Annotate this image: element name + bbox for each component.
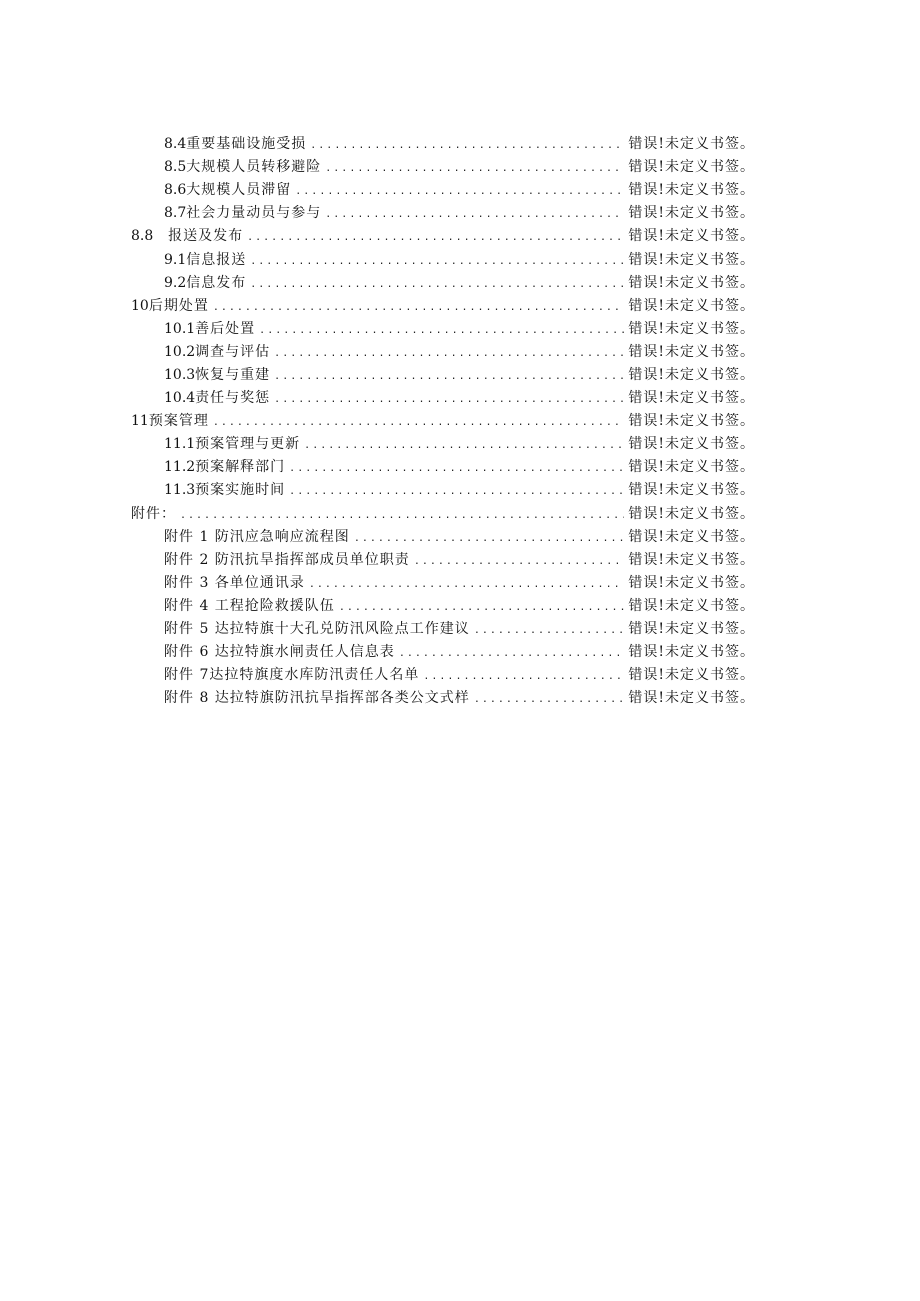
toc-page-ref: 错误!未定义书签。 bbox=[628, 413, 755, 429]
toc-entry[interactable] bbox=[164, 664, 755, 686]
toc-entry[interactable] bbox=[131, 225, 755, 247]
dot-leader bbox=[310, 140, 624, 151]
toc-entry-title: 附件 1 防汛应急响应流程图 bbox=[164, 529, 350, 545]
toc-page-ref: 错误!未定义书签。 bbox=[628, 252, 755, 268]
dot-leader bbox=[274, 394, 624, 405]
toc-entry-number: 10.2 bbox=[164, 344, 196, 360]
toc-entry-title: 附件 6 达拉特旗水闸责任人信息表 bbox=[164, 644, 395, 660]
dot-leader bbox=[325, 163, 624, 174]
toc-entry[interactable] bbox=[164, 456, 755, 478]
toc-entry[interactable] bbox=[164, 641, 755, 663]
dot-leader bbox=[259, 325, 624, 336]
toc-entry-title: 信息报送 bbox=[186, 252, 247, 268]
toc-page-ref: 错误!未定义书签。 bbox=[628, 136, 755, 152]
dot-leader bbox=[423, 671, 624, 682]
toc-entry-title: 恢复与重建 bbox=[195, 367, 271, 383]
toc-entry[interactable] bbox=[164, 364, 755, 386]
toc-entry-number: 10 bbox=[131, 298, 149, 314]
toc-entry-number: 8.7 bbox=[164, 205, 187, 221]
toc-entry-number: 8.8 bbox=[131, 228, 154, 244]
toc-entry-number: 9.2 bbox=[164, 275, 187, 291]
toc-entry-number: 8.4 bbox=[164, 136, 187, 152]
toc-page-ref: 错误!未定义书签。 bbox=[628, 529, 755, 545]
toc-page-ref: 错误!未定义书签。 bbox=[628, 321, 755, 337]
toc-entry[interactable] bbox=[164, 272, 755, 294]
dot-leader bbox=[295, 186, 624, 197]
toc-entry[interactable] bbox=[164, 156, 755, 178]
dot-leader bbox=[250, 256, 624, 267]
toc-page-ref: 错误!未定义书签。 bbox=[628, 621, 755, 637]
toc-page-ref: 错误!未定义书签。 bbox=[628, 482, 755, 498]
dot-leader bbox=[213, 417, 625, 428]
toc-entry[interactable] bbox=[164, 687, 755, 709]
dot-leader bbox=[289, 486, 624, 497]
toc-entry[interactable] bbox=[164, 433, 755, 455]
dot-leader bbox=[474, 694, 625, 705]
toc-entry-number: 8.6 bbox=[164, 182, 187, 198]
dot-leader bbox=[354, 533, 625, 544]
toc-page-ref: 错误!未定义书签。 bbox=[628, 228, 755, 244]
dot-leader bbox=[213, 302, 625, 313]
toc-entry[interactable] bbox=[164, 572, 755, 594]
toc-entry-title: 大规模人员转移避险 bbox=[186, 159, 322, 175]
toc-entry[interactable] bbox=[164, 387, 755, 409]
toc-entry[interactable] bbox=[164, 249, 755, 271]
toc-entry-title: 附件： bbox=[131, 506, 176, 522]
toc-entry-title: 预案管理与更新 bbox=[195, 436, 301, 452]
toc-entry-number: 10.1 bbox=[164, 321, 196, 337]
toc-entry[interactable] bbox=[164, 526, 755, 548]
toc-page-ref: 错误!未定义书签。 bbox=[628, 644, 755, 660]
dot-leader bbox=[309, 579, 625, 590]
toc-page-ref: 错误!未定义书签。 bbox=[628, 552, 755, 568]
toc-page-ref: 错误!未定义书签。 bbox=[628, 575, 755, 591]
toc-entry-number: 11.1 bbox=[164, 436, 196, 452]
toc-entry-title: 附件 2 防汛抗旱指挥部成员单位职责 bbox=[164, 552, 410, 568]
toc-page-ref: 错误!未定义书签。 bbox=[628, 298, 755, 314]
toc-entry[interactable] bbox=[164, 318, 755, 340]
toc-entry[interactable] bbox=[164, 618, 755, 640]
dot-leader bbox=[289, 463, 624, 474]
toc-page-ref: 错误!未定义书签。 bbox=[628, 436, 755, 452]
toc-entry-number: 9.1 bbox=[164, 252, 187, 268]
dot-leader bbox=[414, 556, 625, 567]
toc-entry-title: 附件 4 工程抢险救援队伍 bbox=[164, 598, 335, 614]
toc-entry-number: 10.3 bbox=[164, 367, 196, 383]
toc-entry-title: 预案管理 bbox=[148, 413, 209, 429]
toc-entry-number: 11.3 bbox=[164, 482, 196, 498]
toc-page-ref: 错误!未定义书签。 bbox=[628, 690, 755, 706]
toc-entry[interactable] bbox=[131, 410, 755, 432]
toc-entry[interactable] bbox=[131, 295, 755, 317]
toc-entry-title: 调查与评估 bbox=[195, 344, 271, 360]
toc-entry-number: 11 bbox=[131, 413, 149, 429]
dot-leader bbox=[339, 602, 625, 613]
toc-page-ref: 错误!未定义书签。 bbox=[628, 182, 755, 198]
toc-entry-title: 附件 3 各单位通讯录 bbox=[164, 575, 305, 591]
toc-entry-title: 后期处置 bbox=[148, 298, 209, 314]
dot-leader bbox=[474, 625, 625, 636]
toc-entry-number: 8.5 bbox=[164, 159, 187, 175]
toc-entry[interactable] bbox=[164, 595, 755, 617]
toc-entry-title: 善后处置 bbox=[195, 321, 256, 337]
toc-entry[interactable] bbox=[164, 202, 755, 224]
toc-entry-title: 预案实施时间 bbox=[195, 482, 286, 498]
toc-page-ref: 错误!未定义书签。 bbox=[628, 367, 755, 383]
toc-entry[interactable] bbox=[164, 341, 755, 363]
toc-entry-number: 11.2 bbox=[164, 459, 196, 475]
toc-entry-title: 附件 5 达拉特旗十大孔兑防汛风险点工作建议 bbox=[164, 621, 470, 637]
toc-page-ref: 错误!未定义书签。 bbox=[628, 275, 755, 291]
toc-page-ref: 错误!未定义书签。 bbox=[628, 598, 755, 614]
toc-entry-number: 10.4 bbox=[164, 390, 196, 406]
toc-entry-title: 社会力量动员与参与 bbox=[186, 205, 322, 221]
toc-entry[interactable] bbox=[164, 133, 755, 155]
toc-entry-title: 报送及发布 bbox=[168, 228, 244, 244]
toc-entry-title: 预案解释部门 bbox=[195, 459, 286, 475]
toc-entry[interactable] bbox=[131, 503, 755, 525]
toc-entry-title: 重要基础设施受损 bbox=[186, 136, 307, 152]
toc-page-ref: 错误!未定义书签。 bbox=[628, 390, 755, 406]
dot-leader bbox=[325, 209, 624, 220]
toc-entry[interactable] bbox=[164, 179, 755, 201]
dot-leader bbox=[247, 232, 624, 243]
dot-leader bbox=[180, 510, 624, 521]
toc-entry-title: 责任与奖惩 bbox=[195, 390, 271, 406]
toc-entry-title: 大规模人员滞留 bbox=[186, 182, 292, 198]
toc-entry-title: 附件 7达拉特旗度水库防汛责任人名单 bbox=[164, 667, 420, 683]
toc-entry-title: 信息发布 bbox=[186, 275, 247, 291]
dot-leader bbox=[399, 648, 625, 659]
dot-leader bbox=[304, 440, 624, 451]
toc-page-ref: 错误!未定义书签。 bbox=[628, 159, 755, 175]
toc-page-ref: 错误!未定义书签。 bbox=[628, 667, 755, 683]
dot-leader bbox=[250, 279, 624, 290]
dot-leader bbox=[274, 371, 624, 382]
toc-page-ref: 错误!未定义书签。 bbox=[628, 205, 755, 221]
toc-entry-title: 附件 8 达拉特旗防汛抗旱指挥部各类公文式样 bbox=[164, 690, 470, 706]
toc-entry[interactable] bbox=[164, 549, 755, 571]
toc-page-ref: 错误!未定义书签。 bbox=[628, 344, 755, 360]
toc-page-ref: 错误!未定义书签。 bbox=[628, 459, 755, 475]
toc-entry[interactable] bbox=[164, 479, 755, 501]
toc-page-ref: 错误!未定义书签。 bbox=[628, 506, 755, 522]
dot-leader bbox=[274, 348, 624, 359]
